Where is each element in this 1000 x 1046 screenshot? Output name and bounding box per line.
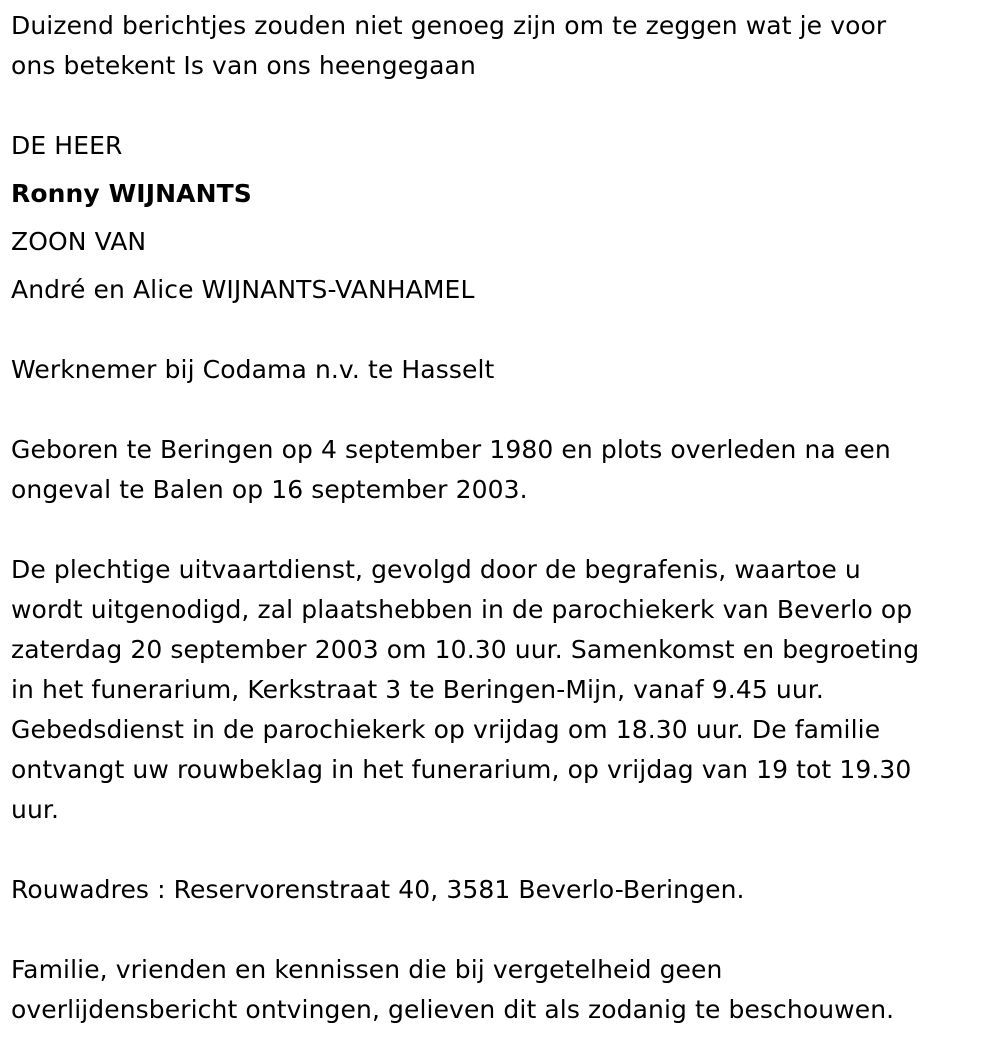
mourning-address: Rouwadres : Reservorenstraat 40, 3581 Beverlo-Beringen. (11, 875, 745, 904)
relation-label: ZOON VAN (11, 227, 147, 256)
closing-notice-paragraph (11, 950, 986, 1030)
service-line: ontvangt uw rouwbeklag in het funerarium, op vrijdag van 19 tot 19.30 (11, 755, 912, 784)
deceased-name: Ronny WIJNANTS (11, 179, 252, 208)
intro-paragraph (11, 6, 986, 86)
notice-line: Familie, vrienden en kennissen die bij vergetelheid geen (11, 955, 723, 984)
parents-names: André en Alice WIJNANTS-VANHAMEL (11, 275, 475, 304)
birth-death-line: ongeval te Balen op 16 september 2003. (11, 475, 528, 504)
service-line: wordt uitgenodigd, zal plaatshebben in de parochiekerk van Beverlo op (11, 595, 913, 624)
funeral-service-paragraph (11, 550, 986, 830)
intro-line: Duizend berichtjes zouden niet genoeg zijn om te zeggen wat je voor (11, 11, 887, 40)
birth-death-line: Geboren te Beringen op 4 september 1980 en plots overleden na een (11, 435, 891, 464)
employment-line: Werknemer bij Codama n.v. te Hasselt (11, 355, 495, 384)
service-line: Gebedsdienst in de parochiekerk op vrijdag om 18.30 uur. De familie (11, 715, 881, 744)
service-line: uur. (11, 795, 60, 824)
notice-line: overlijdensbericht ontvingen, gelieven dit als zodanig te beschouwen. (11, 995, 895, 1024)
birth-death-paragraph (11, 430, 986, 510)
honorific-title: DE HEER (11, 131, 123, 160)
service-line: in het funerarium, Kerkstraat 3 te Beringen-Mijn, vanaf 9.45 uur. (11, 675, 824, 704)
intro-line: ons betekent Is van ons heengegaan (11, 51, 476, 80)
service-line: zaterdag 20 september 2003 om 10.30 uur. Samenkomst en begroeting (11, 635, 920, 664)
service-line: De plechtige uitvaartdienst, gevolgd door de begrafenis, waartoe u (11, 555, 861, 584)
